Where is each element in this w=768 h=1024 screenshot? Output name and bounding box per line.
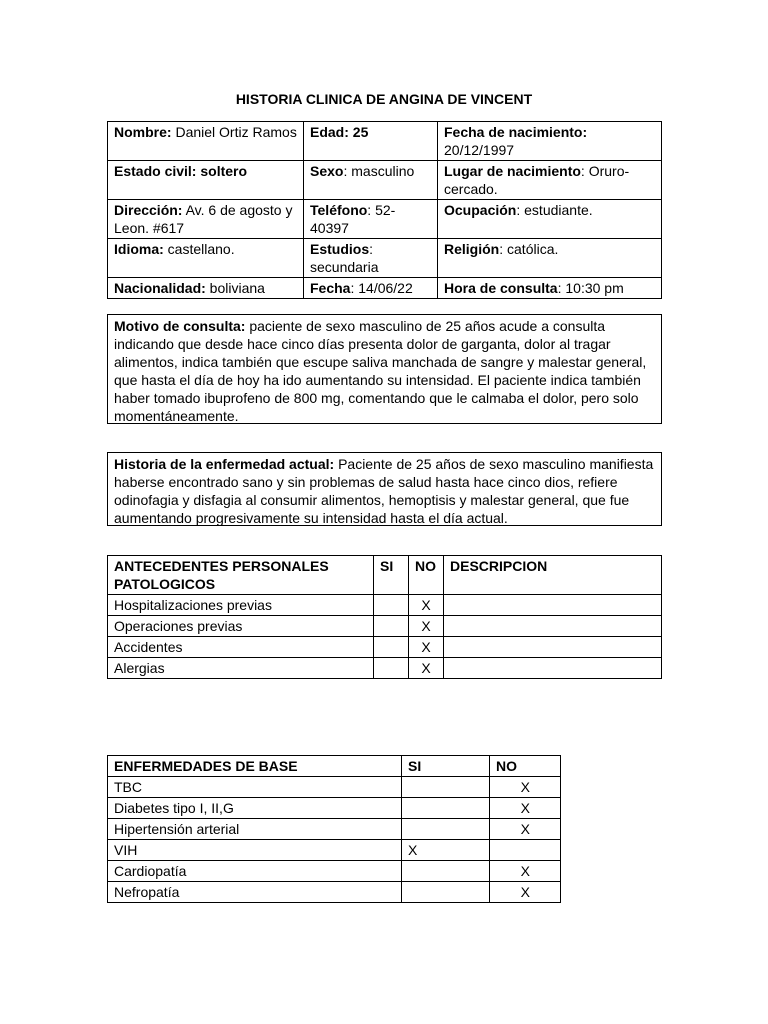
table-cell bbox=[108, 122, 304, 161]
table-cell bbox=[444, 658, 662, 679]
table-cell: Alergias bbox=[108, 658, 374, 679]
table-cell: X bbox=[490, 861, 561, 882]
table-row bbox=[108, 595, 662, 616]
column-header: NO bbox=[490, 756, 561, 777]
table-cell: Nefropatía bbox=[108, 882, 402, 903]
table-cell bbox=[304, 161, 438, 200]
table-cell bbox=[108, 278, 304, 299]
table-row bbox=[108, 658, 662, 679]
field-label: Lugar de nacimiento bbox=[444, 163, 581, 179]
table-cell: X bbox=[402, 840, 490, 861]
table-row bbox=[108, 637, 662, 658]
section-text: Paciente de 25 años de sexo masculino manifiesta haberse encontrado sano y sin problemas de salud hasta hace cinco dios, refiere odinofagia y disfagia al consumir alimentos, hemoptisis y malestar general, que fue aumentando progresivamente su intensidad hasta el día actual. bbox=[114, 456, 654, 526]
table-row bbox=[108, 239, 662, 278]
table-cell bbox=[108, 161, 304, 200]
table-cell: Operaciones previas bbox=[108, 616, 374, 637]
table-cell: Hipertensión arterial bbox=[108, 819, 402, 840]
table-cell bbox=[402, 798, 490, 819]
table-cell bbox=[108, 239, 304, 278]
table-cell: Diabetes tipo I, II,G bbox=[108, 798, 402, 819]
field-value: : estudiante. bbox=[516, 202, 593, 218]
field-value: : 14/06/22 bbox=[350, 280, 413, 296]
field-label: Teléfono bbox=[310, 202, 368, 218]
table-cell bbox=[438, 122, 662, 161]
table-cell bbox=[304, 278, 438, 299]
table-row bbox=[108, 882, 561, 903]
field-value: : 52-40397 bbox=[310, 202, 396, 236]
field-value: Daniel Ortiz Ramos bbox=[171, 124, 297, 140]
table-cell: X bbox=[409, 595, 444, 616]
field-label: Nombre: bbox=[114, 124, 172, 140]
field-value: : Oruro-cercado. bbox=[444, 163, 630, 197]
field-value: : católica. bbox=[499, 241, 559, 257]
enfermedades-base-table bbox=[107, 755, 561, 903]
section-label: Motivo de consulta: bbox=[114, 318, 246, 334]
column-header: DESCRIPCION bbox=[444, 556, 662, 595]
table-cell: X bbox=[490, 819, 561, 840]
field-label: Estado civil: soltero bbox=[114, 163, 248, 179]
motivo-consulta-box bbox=[107, 314, 662, 424]
table-cell bbox=[438, 278, 662, 299]
table-cell: Accidentes bbox=[108, 637, 374, 658]
field-value: : secundaria bbox=[310, 241, 379, 275]
field-label: Idioma: bbox=[114, 241, 164, 257]
table-cell bbox=[402, 777, 490, 798]
table-cell bbox=[438, 200, 662, 239]
table-cell: X bbox=[490, 798, 561, 819]
field-label: Ocupación bbox=[444, 202, 517, 218]
column-header: SI bbox=[374, 556, 409, 595]
table-cell bbox=[438, 239, 662, 278]
table-row bbox=[108, 840, 561, 861]
field-label: Edad: 25 bbox=[310, 124, 369, 140]
document-title: HISTORIA CLINICA DE ANGINA DE VINCENT bbox=[235, 91, 533, 107]
table-cell bbox=[444, 616, 662, 637]
table-cell: Hospitalizaciones previas bbox=[108, 595, 374, 616]
column-header: NO bbox=[409, 556, 444, 595]
field-label: Fecha de nacimiento: bbox=[444, 124, 588, 140]
table-cell: VIH bbox=[108, 840, 402, 861]
table-header-row bbox=[108, 556, 662, 595]
table-cell bbox=[374, 616, 409, 637]
table-cell bbox=[304, 200, 438, 239]
field-label: Estudios bbox=[310, 241, 370, 257]
table-cell: TBC bbox=[108, 777, 402, 798]
historia-enfermedad-box bbox=[107, 452, 662, 526]
field-value: castellano. bbox=[163, 241, 235, 257]
table-cell bbox=[374, 637, 409, 658]
table-cell bbox=[402, 882, 490, 903]
field-value: : masculino bbox=[343, 163, 415, 179]
table-cell: X bbox=[490, 777, 561, 798]
table-row bbox=[108, 122, 662, 161]
column-header: ENFERMEDADES DE BASE bbox=[108, 756, 402, 777]
table-row bbox=[108, 278, 662, 299]
table-row bbox=[108, 798, 561, 819]
table-cell bbox=[438, 161, 662, 200]
table-cell: X bbox=[409, 637, 444, 658]
table-cell: X bbox=[409, 616, 444, 637]
table-row bbox=[108, 616, 662, 637]
table-cell bbox=[374, 658, 409, 679]
field-label: Religión bbox=[444, 241, 500, 257]
table-row bbox=[108, 861, 561, 882]
field-label: Nacionalidad: bbox=[114, 280, 206, 296]
table-cell: X bbox=[490, 882, 561, 903]
table-row bbox=[108, 200, 662, 239]
table-cell bbox=[304, 239, 438, 278]
table-row bbox=[108, 819, 561, 840]
antecedentes-table bbox=[107, 555, 662, 679]
table-cell: Cardiopatía bbox=[108, 861, 402, 882]
column-header: ANTECEDENTES PERSONALES PATOLOGICOS bbox=[108, 556, 374, 595]
field-value: boliviana bbox=[205, 280, 265, 296]
field-label: Sexo bbox=[310, 163, 344, 179]
field-value: 20/12/1997 bbox=[444, 142, 515, 158]
table-cell bbox=[402, 819, 490, 840]
field-value: : 10:30 pm bbox=[557, 280, 624, 296]
table-cell bbox=[444, 637, 662, 658]
column-header: SI bbox=[402, 756, 490, 777]
table-cell bbox=[108, 200, 304, 239]
field-value: Av. 6 de agosto y Leon. #617 bbox=[114, 202, 293, 236]
section-text: paciente de sexo masculino de 25 años acude a consulta indicando que desde hace cinco días presenta dolor de garganta, dolor al tragar alimentos, indica también que escupe saliva manchada de sangre y malestar general, que hasta el día de hoy ha ido aumentando su intensidad. El paciente indica también haber tomado ibuprofeno de 800 mg, comentando que le calmaba el dolor, pero solo momentáneamente. bbox=[114, 318, 647, 424]
table-cell bbox=[374, 595, 409, 616]
personal-data-table bbox=[107, 121, 662, 299]
section-label: Historia de la enfermedad actual: bbox=[114, 456, 335, 472]
field-label: Hora de consulta bbox=[444, 280, 558, 296]
table-cell: X bbox=[409, 658, 444, 679]
table-cell bbox=[304, 122, 438, 161]
table-cell bbox=[444, 595, 662, 616]
table-row bbox=[108, 777, 561, 798]
table-cell bbox=[402, 861, 490, 882]
table-cell bbox=[490, 840, 561, 861]
table-header-row bbox=[108, 756, 561, 777]
field-label: Fecha bbox=[310, 280, 351, 296]
field-label: Dirección: bbox=[114, 202, 183, 218]
table-row bbox=[108, 161, 662, 200]
